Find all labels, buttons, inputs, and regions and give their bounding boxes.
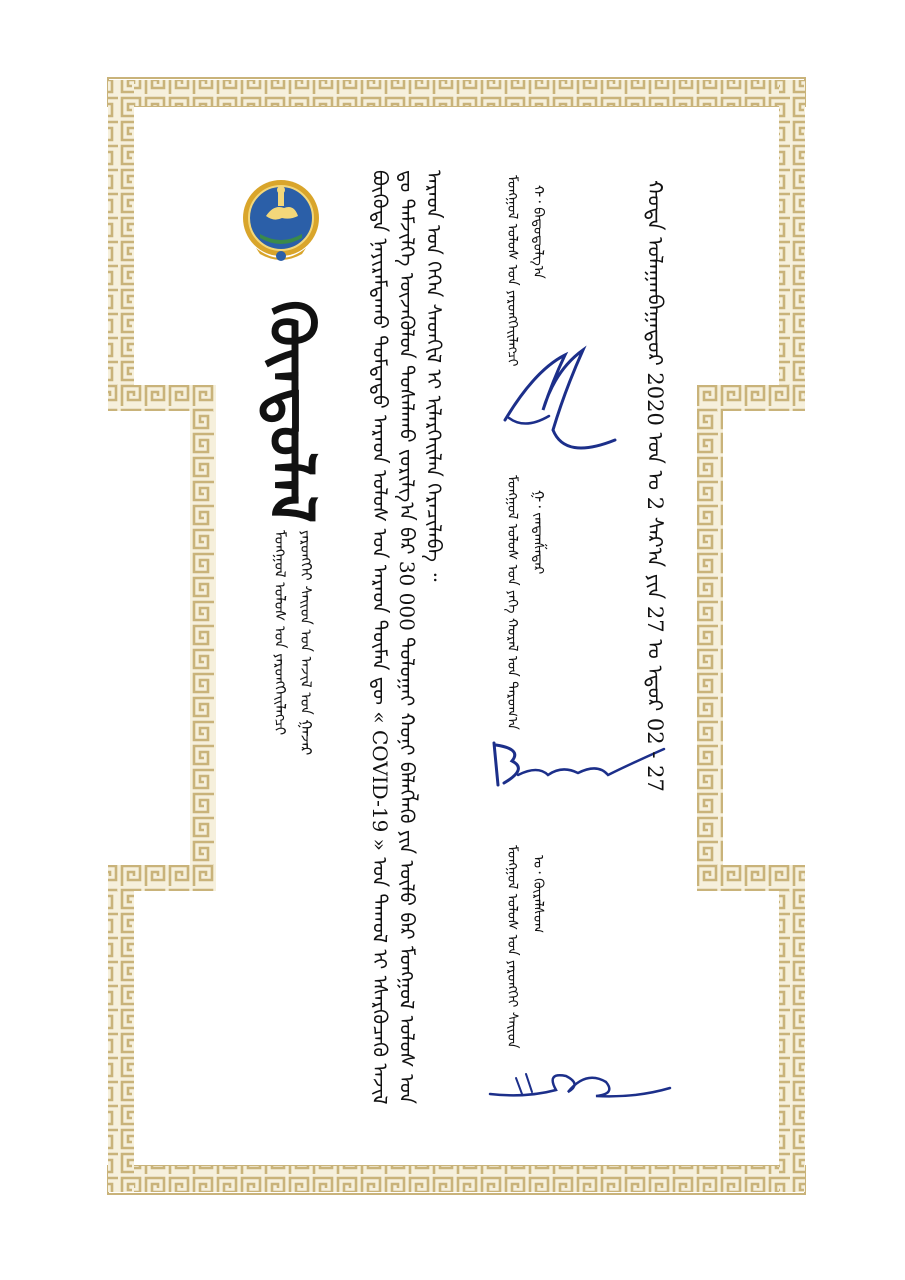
issuer-line-2: ᠶᠡᠷᠦᠩᠬᠡᠢ ᠰᠠᠢᠳ ᠤᠨ ᠠᠵᠢᠯ ᠤᠨ ᠭᠠᠵᠠᠷ [297,530,315,756]
mongolia-state-emblem-icon [238,176,324,268]
signature-scribble-icon [488,735,668,795]
signatory-1-title: ᠮᠣᠩᠭᠣᠯ ᠤᠯᠤᠰ ᠤᠨ ᠶᠡᠷᠦᠩᠬᠡᠢᠯᠡᠭᠴᠢ [504,175,520,367]
signatory-3-name: ᠤ᠂ ᠬᠦᠷᠡᠯᠰᠦᠬ [530,855,546,934]
signatory-3-title: ᠮᠣᠩᠭᠣᠯ ᠤᠯᠤᠰ ᠤᠨ ᠶᠡᠷᠦᠩᠬᠡᠢ ᠰᠠᠢᠳ [504,845,520,1049]
issuer-line-1: ᠮᠣᠩᠭᠣᠯ ᠤᠯᠤᠰ ᠤᠨ ᠶᠡᠷᠦᠩᠬᠡᠢᠯᠡᠭᠴᠢ [271,530,289,736]
signature-scribble-icon [495,340,625,470]
signatory-2-name: ᠭ᠂ ᠵᠠᠨᠳᠠᠨᠱᠠᠲᠠᠷ [530,490,546,575]
issue-date: ᠬᠣᠲᠠ ᠤᠯᠠᠭᠠᠨᠪᠠᠭᠠᠲᠤᠷ 2020 ᠣᠨ ᠤ 2 ᠰᠠᠷ᠎ᠠ ᠶᠢᠨ 27 ᠤ ᠡᠳᠦᠷ 02 - 27 [643,180,667,792]
certificate-body [366,170,447,1120]
document-title: ᠬᠦᠨᠳᠦᠯᠡᠯ [255,300,328,524]
signatory-2-title: ᠮᠣᠩᠭᠣᠯ ᠤᠯᠤᠰ ᠤᠨ ᠶᠡᠬᠡ ᠬᠤᠷᠠᠯ ᠤᠨ ᠳᠠᠷᠤᠭ᠎ᠠ [504,475,520,730]
signatory-1-name: ᠬ᠂ ᠪᠠᠲᠤᠲᠣᠯᠭ᠎ᠠ [530,185,546,279]
body-paragraph: ᠪᠦᠭᠦᠳᠡ ᠨᠠᠶᠢᠷᠠᠮᠳᠠᠬᠤ ᠳᠤᠮᠳᠠᠳᠤ ᠠᠷᠠᠳ ᠤᠯᠤᠰ ᠤᠨ ᠠᠷᠠᠳ ᠲᠦᠮᠡᠨ ᠳᠦ « COVID-19 » ᠤᠨ ᠲᠠᠬᠤᠯ ᠢ ᠡᠰᠡᠷᠭᠦᠴᠡᠬᠦ ᠠᠵᠢᠯ ᠳᠤ ᠳᠡᠮᠵᠢᠯᠭᠡ ᠦᠵᠡᠭᠦᠯᠦᠨ ᠲᠤᠰᠠᠯᠠᠬᠤ ᠵᠣᠷᠢᠯᠭ᠎ᠠ ᠪᠠᠷ 30 000 ᠲᠣᠯᠣᠭᠠᠢ ᠬᠣᠨᠢ ᠪᠡᠯᠡᠭᠯᠡᠬᠦ ᠶᠢᠨ ᠦᠯᠦ ᠪᠡᠷ ᠮᠣᠩᠭᠣᠯ ᠤᠯᠤᠰ ᠤᠨ ᠠᠷᠠᠳ ᠤᠨ ᠭᠡᠭᠡᠨ ᠰᠡᠳᠬᠢᠯ ᠢ ᠢᠯᠡᠷᠭᠡᠢᠯᠡᠨ ᠭᠡᠷᠡᠴᠢᠯᠡᠪᠡ ᠃ [368,170,446,1105]
signature-scribble-icon [486,1058,676,1108]
